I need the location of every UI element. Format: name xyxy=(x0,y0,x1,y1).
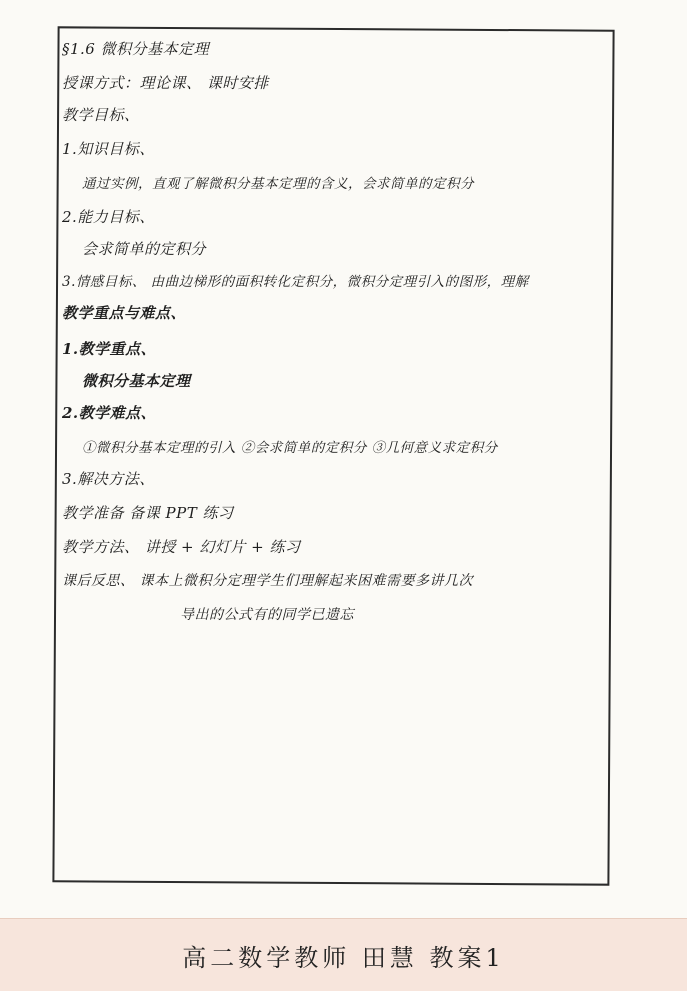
knowledge-goal-text: 通过实例，直观了解微积分基本定理的含义，会求简单的定积分 xyxy=(82,176,474,192)
ability-goal-text: 会求简单的定积分 xyxy=(82,240,207,258)
knowledge-goal-heading: 1.知识目标、 xyxy=(62,140,155,158)
lesson-title: §1.6 微积分基本定理 xyxy=(62,40,210,58)
teaching-goals-heading: 教学目标、 xyxy=(62,106,140,124)
emotion-goal-line: 3.情感目标、 由曲边梯形的面积转化定积分，微积分定理引入的图形，理解 xyxy=(62,274,529,290)
ability-goal-heading: 2.能力目标、 xyxy=(62,208,155,226)
solution-method-heading: 3.解决方法、 xyxy=(62,470,155,488)
teaching-method-line: 教学方法、 讲授 + 幻灯片 + 练习 xyxy=(62,538,301,556)
teaching-mode-line: 授课方式：理论课、 课时安排 xyxy=(62,74,269,92)
footer-caption: 高二数学教师 田慧 教案1 xyxy=(182,943,505,972)
footer-caption-bar xyxy=(0,918,687,991)
teaching-prep-line: 教学准备 备课 PPT 练习 xyxy=(62,504,234,522)
reflection-line: 课后反思、 课本上微积分定理学生们理解起来困难需要多讲几次 xyxy=(62,573,473,589)
difficult-point-text: ①微积分基本定理的引入 ②会求简单的定积分 ③几何意义求定积分 xyxy=(82,440,498,456)
key-point-text: 微积分基本定理 xyxy=(82,372,191,390)
difficult-point-heading: 2.教学难点、 xyxy=(62,404,157,422)
reflection-line-2: 导出的公式有的同学已遗忘 xyxy=(180,607,354,623)
key-difficult-heading: 教学重点与难点、 xyxy=(62,304,187,322)
key-point-heading: 1.教学重点、 xyxy=(62,340,157,358)
